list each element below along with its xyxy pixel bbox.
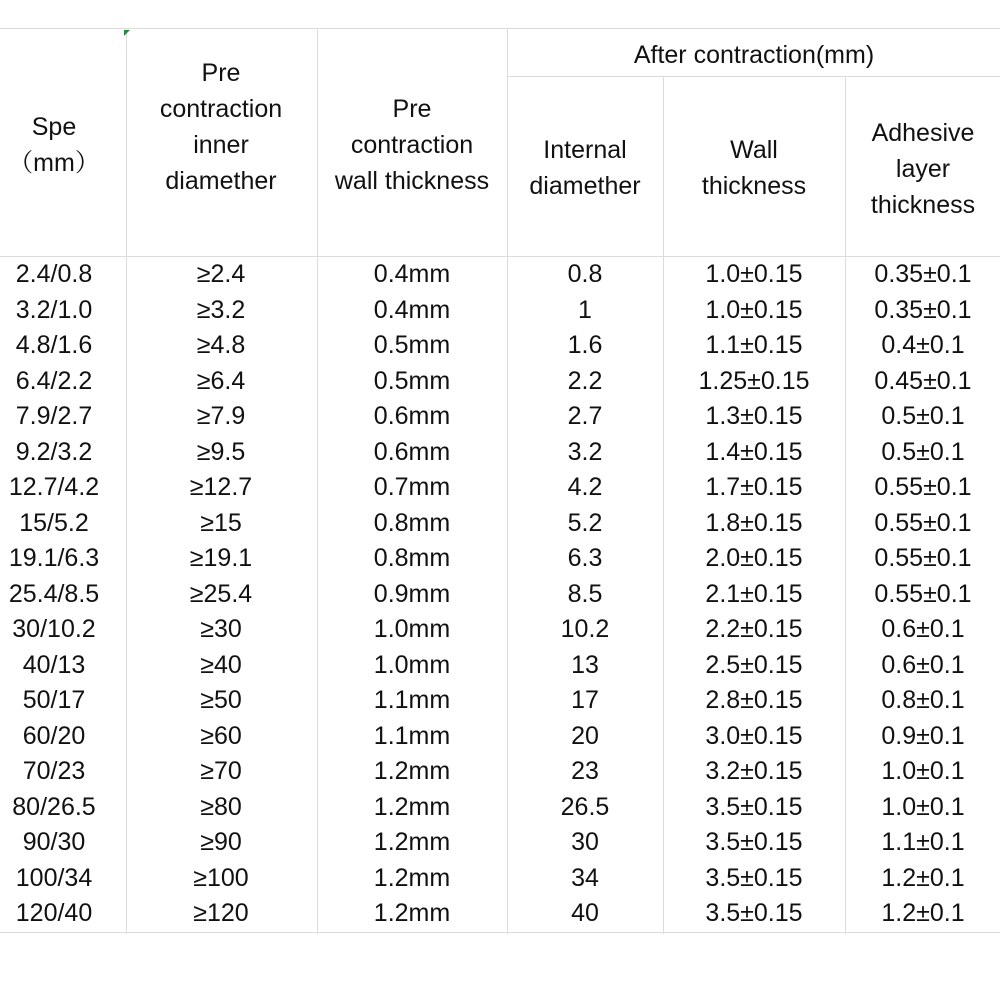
- table-row: [0, 683, 1000, 719]
- table-cell: 0.6mm: [373, 437, 451, 466]
- table-cell: ≥15: [200, 508, 242, 537]
- table-cell: ≥120: [193, 899, 249, 927]
- table-cell: 30: [571, 828, 599, 856]
- table-cell: ≥60: [200, 721, 242, 750]
- table-cell: 1.25±0.15: [698, 366, 810, 395]
- table-row: [0, 754, 1000, 790]
- table-cell: ≥70: [200, 757, 242, 785]
- table-row: [0, 364, 1000, 400]
- table-row: [0, 435, 1000, 471]
- table-cell: 3.0±0.15: [705, 721, 803, 750]
- table-cell: 25.4/8.5: [8, 579, 100, 608]
- table-cell: 70/23: [22, 757, 86, 785]
- table-cell: 0.9±0.1: [881, 721, 965, 750]
- table-cell: ≥25.4: [189, 579, 253, 608]
- table-cell: 0.45±0.1: [874, 366, 972, 395]
- table-cell: ≥4.8: [196, 331, 246, 359]
- table-cell: 1.1mm: [373, 686, 451, 714]
- table-cell: ≥7.9: [196, 402, 246, 430]
- header-after-contraction: After contraction(mm): [633, 41, 875, 69]
- table-cell: 1.3±0.15: [705, 402, 803, 430]
- grid-line: [508, 76, 1000, 77]
- header-pre-contraction-wall-thickness: Pre contraction wall thickness: [334, 95, 490, 195]
- table-cell: 0.8mm: [373, 508, 451, 537]
- table-row: [0, 825, 1000, 861]
- table-cell: 0.55±0.1: [874, 473, 972, 501]
- table-row: [0, 896, 1000, 932]
- table-cell: 10.2: [560, 615, 610, 643]
- header-pre-contraction-inner-diameter: Pre contraction inner diamether: [159, 59, 283, 195]
- table-cell: 40: [571, 899, 599, 927]
- table-row: [0, 719, 1000, 755]
- table-cell: ≥19.1: [189, 544, 253, 572]
- table-cell: 0.6mm: [373, 402, 451, 430]
- table-cell: 1.1±0.1: [881, 828, 965, 856]
- table-cell: 6.4/2.2: [15, 366, 93, 395]
- table-cell: 1.2mm: [373, 757, 451, 785]
- table-cell: ≥9.5: [196, 437, 246, 466]
- table-cell: 40/13: [22, 650, 86, 679]
- header-internal-diameter: Internal diamether: [529, 136, 641, 200]
- table-cell: 1.2mm: [373, 828, 451, 856]
- table-cell: 0.4mm: [373, 295, 451, 324]
- table-cell: 2.1±0.15: [705, 579, 803, 608]
- table-cell: 1.0±0.15: [705, 260, 803, 288]
- table-cell: 1.0mm: [373, 650, 451, 679]
- table-cell: 1: [578, 295, 592, 324]
- table-cell: 1.7±0.15: [705, 473, 803, 501]
- table-row: [0, 577, 1000, 613]
- table-row: [0, 612, 1000, 648]
- table-cell: 1.2mm: [373, 863, 451, 892]
- table-cell: 6.3: [567, 544, 603, 572]
- table-cell: 0.4mm: [373, 260, 451, 288]
- table-row: [0, 470, 1000, 506]
- table-cell: 60/20: [22, 721, 86, 750]
- table-cell: 0.8: [567, 260, 603, 288]
- table-cell: 1.2mm: [373, 899, 451, 927]
- table-cell: 0.7mm: [373, 473, 451, 501]
- table-cell: 1.2mm: [373, 792, 451, 821]
- table-cell: 3.5±0.15: [705, 828, 803, 856]
- table-cell: 4.8/1.6: [15, 331, 93, 359]
- table-row: [0, 541, 1000, 577]
- table-cell: 0.5mm: [373, 366, 451, 395]
- table-cell: 1.1±0.15: [705, 331, 803, 359]
- table-cell: 0.5±0.1: [881, 402, 965, 430]
- table-cell: 2.7: [567, 402, 603, 430]
- table-cell: 0.6±0.1: [881, 615, 965, 643]
- table-cell: 3.2: [567, 437, 603, 466]
- table-row: [0, 506, 1000, 542]
- table-cell: 3.2±0.15: [705, 757, 803, 785]
- table-cell: ≥12.7: [189, 473, 253, 501]
- table-cell: 90/30: [22, 828, 86, 856]
- table-row: [0, 293, 1000, 329]
- table-cell: 1.4±0.15: [705, 437, 803, 466]
- table-cell: ≥6.4: [196, 366, 246, 395]
- table-cell: 1.2±0.1: [881, 863, 965, 892]
- header-wall-thickness: Wall thickness: [701, 136, 807, 200]
- table-row: [0, 399, 1000, 435]
- table-cell: 7.9/2.7: [15, 402, 93, 430]
- table-cell: 120/40: [15, 899, 93, 927]
- table-cell: 0.5mm: [373, 331, 451, 359]
- table-cell: 1.8±0.15: [705, 508, 803, 537]
- table-cell: 1.6: [567, 331, 603, 359]
- table-cell: 20: [571, 721, 599, 750]
- table-cell: 17: [571, 686, 599, 714]
- table-row: [0, 328, 1000, 364]
- table-cell: 13: [571, 650, 599, 679]
- table-cell: 3.5±0.15: [705, 792, 803, 821]
- table-cell: 3.5±0.15: [705, 899, 803, 927]
- table-cell: 0.55±0.1: [874, 579, 972, 608]
- table-cell: 2.2: [567, 366, 603, 395]
- table-row: [0, 648, 1000, 684]
- table-cell: 19.1/6.3: [8, 544, 100, 572]
- table-row: [0, 790, 1000, 826]
- table-cell: ≥80: [200, 792, 242, 821]
- table-cell: 0.9mm: [373, 579, 451, 608]
- grid-line: [0, 932, 1000, 933]
- table-cell: 30/10.2: [12, 615, 96, 643]
- table-cell: ≥40: [200, 650, 242, 679]
- table-cell: 26.5: [560, 792, 610, 821]
- table-cell: ≥100: [193, 863, 249, 892]
- table-cell: 0.35±0.1: [874, 295, 972, 324]
- table-row: [0, 257, 1000, 293]
- table-cell: ≥2.4: [196, 260, 246, 288]
- table-cell: 1.1mm: [373, 721, 451, 750]
- table-cell: 1.0±0.1: [881, 792, 965, 821]
- table-row: [0, 861, 1000, 897]
- table-cell: 1.0mm: [373, 615, 451, 643]
- cell-comment-marker: [124, 30, 130, 36]
- table-cell: 0.6±0.1: [881, 650, 965, 679]
- table-cell: 1.0±0.1: [881, 757, 965, 785]
- table-cell: 4.2: [567, 473, 603, 501]
- header-spec: Spe （mm）: [8, 113, 100, 177]
- table-cell: 34: [571, 863, 599, 892]
- table-cell: 2.0±0.15: [705, 544, 803, 572]
- table-cell: 1.2±0.1: [881, 899, 965, 927]
- table-cell: 12.7/4.2: [8, 473, 100, 501]
- table-cell: 0.4±0.1: [881, 331, 965, 359]
- table-cell: 9.2/3.2: [15, 437, 93, 466]
- table-cell: ≥50: [200, 686, 242, 714]
- table-cell: 0.8mm: [373, 544, 451, 572]
- table-cell: 2.5±0.15: [705, 650, 803, 679]
- grid-line: [0, 28, 1000, 29]
- table-cell: ≥30: [200, 615, 242, 643]
- table-cell: 23: [571, 757, 599, 785]
- table-cell: 2.4/0.8: [15, 260, 93, 288]
- table-cell: 100/34: [15, 863, 93, 892]
- table-cell: ≥3.2: [196, 295, 246, 324]
- table-cell: 0.55±0.1: [874, 508, 972, 537]
- table-cell: 50/17: [22, 686, 86, 714]
- table-cell: 0.55±0.1: [874, 544, 972, 572]
- table-cell: ≥90: [200, 828, 242, 856]
- table-cell: 0.8±0.1: [881, 686, 965, 714]
- table-cell: 2.8±0.15: [705, 686, 803, 714]
- table-cell: 0.5±0.1: [881, 437, 965, 466]
- table-cell: 15/5.2: [19, 508, 89, 537]
- table-cell: 0.35±0.1: [874, 260, 972, 288]
- table-cell: 8.5: [567, 579, 603, 608]
- header-adhesive-layer-thickness: Adhesive layer thickness: [870, 119, 976, 219]
- table-cell: 5.2: [567, 508, 603, 537]
- table-cell: 3.5±0.15: [705, 863, 803, 892]
- table-cell: 1.0±0.15: [705, 295, 803, 324]
- table-cell: 80/26.5: [12, 792, 96, 821]
- table-cell: 3.2/1.0: [15, 295, 93, 324]
- table-cell: 2.2±0.15: [705, 615, 803, 643]
